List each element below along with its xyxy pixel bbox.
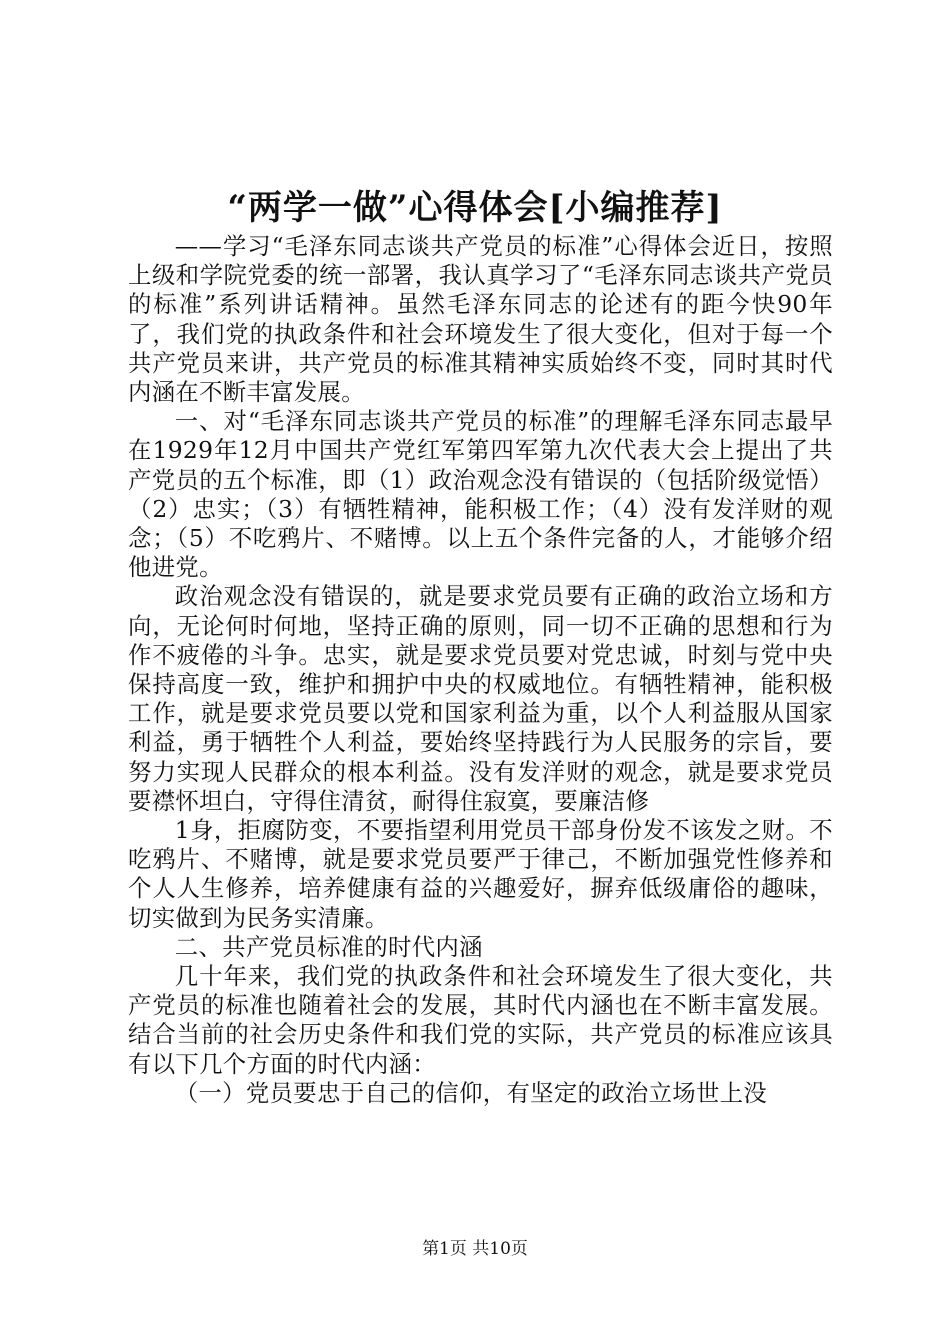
- document-title: “两学一做”心得体会[小编推荐]: [227, 188, 723, 228]
- page-footer: 第1页 共10页: [422, 1239, 528, 1259]
- paragraph-section-two: 几十年来，我们党的执政条件和社会环境发生了很大变化，共产党员的标准也随着社会的发展，其时代内涵也在不断丰富发展。结合当前的社会历史条件和我们党的实际，共产党员的标准应该具有以下几个方面的时代内涵：: [128, 962, 833, 1078]
- paragraph-subsection-one: （一）党员要忠于自己的信仰，有坚定的政治立场世上没: [174, 1078, 768, 1107]
- paragraph-section-one: 一、对“毛泽东同志谈共产党员的标准”的理解毛泽东同志最早在1929年12月中国共产党红军第四军第九次代表大会上提出了共产党员的五个标准，即（1）政治观念没有错误的（包括阶级觉悟）（2）忠实；（3）有牺牲精神，能积极工作；（4）没有发洋财的观念；（5）不吃鸦片、不赌博。以上五个条件完备的人，才能够介绍他进党。: [128, 407, 833, 582]
- paragraph-intro: ——学习“毛泽东同志谈共产党员的标准”心得体会近日，按照上级和学院党委的统一部署，我认真学习了“毛泽东同志谈共产党员的标准”系列讲话精神。虽然毛泽东同志的论述有的距今快90年了，我们党的执政条件和社会环境发生了很大变化，但对于每一个共产党员来讲，共产党员的标准其精神实质始终不变，同时其时代内涵在不断丰富发展。: [128, 232, 833, 407]
- paragraph-continuation: 1身，拒腐防变，不要指望利用党员干部身份发不该发之财。不吃鸦片、不赌博，就是要求党员要严于律己，不断加强党性修养和个人人生修养，培养健康有益的兴趣爱好，摒弃低级庸俗的趣味，切实做到为民务实清廉。: [128, 816, 833, 932]
- section-heading-two: 二、共产党员标准的时代内涵: [174, 932, 483, 961]
- paragraph-explanation: 政治观念没有错误的，就是要求党员要有正确的政治立场和方向，无论何时何地，坚持正确的原则，同一切不正确的思想和行为作不疲倦的斗争。忠实，就是要求党员要对党忠诚，时刻与党中央保持高度一致，维护和拥护中央的权威地位。有牺牲精神，能积极工作，就是要求党员要以党和国家利益为重，以个人利益服从国家利益，勇于牺牲个人利益，要始终坚持践行为人民服务的宗旨，要努力实现人民群众的根本利益。没有发洋财的观念，就是要求党员要襟怀坦白，守得住清贫，耐得住寂寞，要廉洁修: [128, 582, 833, 815]
- document-body: [128, 232, 833, 1108]
